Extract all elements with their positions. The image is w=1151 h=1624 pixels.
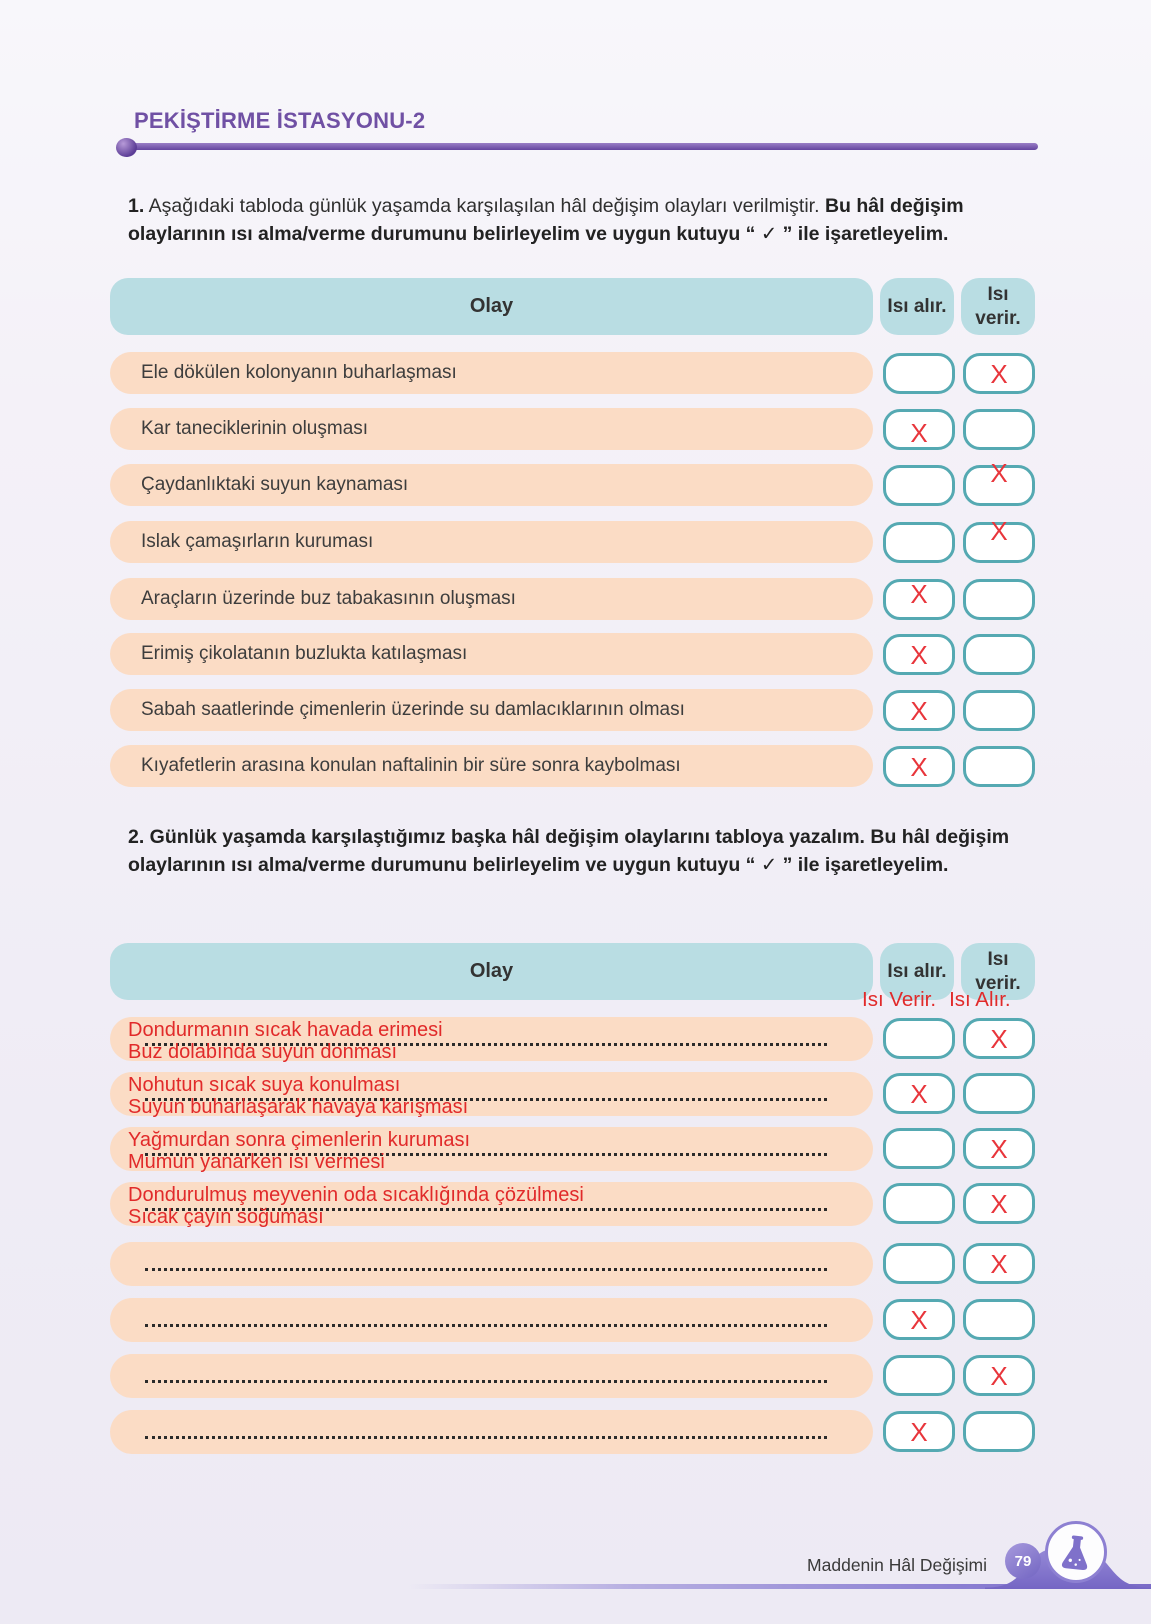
flask-badge <box>1045 1521 1107 1583</box>
dotted-line <box>145 1436 827 1439</box>
table-row <box>0 1242 1151 1286</box>
table-row <box>0 1182 1151 1226</box>
dotted-line <box>145 1324 827 1327</box>
event-label: Erimiş çikolatanın buzlukta katılaşması <box>141 643 468 664</box>
table1-header-heat-absorb: Isı alır. <box>880 278 954 335</box>
event-label: Sabah saatlerinde çimenlerin üzerinde su damlacıklarının olması <box>141 699 685 720</box>
heat-absorb-checkbox[interactable] <box>883 1355 955 1396</box>
heat-release-checkbox[interactable] <box>963 1183 1035 1224</box>
table-row <box>0 689 1151 733</box>
heat-release-checkbox[interactable] <box>963 1128 1035 1169</box>
event-bar <box>110 521 873 563</box>
page-number-badge: 79 <box>1005 1543 1041 1579</box>
event-bar <box>110 464 873 506</box>
handwritten-column-annotation <box>862 988 1092 1012</box>
table-row <box>0 1017 1151 1061</box>
x-mark: X <box>910 578 928 609</box>
heat-release-checkbox[interactable] <box>963 1018 1035 1059</box>
write-in-entry[interactable] <box>110 1127 873 1171</box>
write-in-entry[interactable] <box>110 1017 873 1061</box>
table-row <box>0 1127 1151 1171</box>
table2-header-heat-absorb: Isı alır. <box>880 943 954 1000</box>
x-mark: X <box>990 1133 1008 1164</box>
heat-absorb-checkbox[interactable] <box>883 465 955 506</box>
table-row <box>0 1410 1151 1454</box>
question-2-text: 2. Günlük yaşamda karşılaştığımız başka hâl değişim olaylarını tabloya yazalım. Bu hâl değişim olaylarının ısı alma/verme durumunu belirleyelim ve uygun kutuyu “ ✓ ” ile işaretleyelim. <box>128 825 1010 876</box>
written-entry-line-2: Buz dolabında suyun donması <box>128 1041 398 1063</box>
event-bar <box>110 408 873 450</box>
x-mark: X <box>990 457 1008 488</box>
question-1-number: 1. <box>128 194 145 217</box>
write-in-entry[interactable] <box>110 1298 873 1342</box>
event-bar <box>110 633 873 675</box>
x-mark: X <box>910 1078 928 1109</box>
x-mark: X <box>910 695 928 726</box>
x-mark: X <box>990 1023 1008 1054</box>
table2-header-event: Olay <box>110 943 873 1000</box>
heat-absorb-checkbox[interactable] <box>883 1411 955 1452</box>
heat-absorb-checkbox[interactable] <box>883 522 955 563</box>
heat-release-checkbox[interactable] <box>963 409 1035 450</box>
table-row <box>0 745 1151 789</box>
written-entry-line-2: Sıcak çayın soğuması <box>128 1206 324 1228</box>
table-row <box>0 408 1151 452</box>
x-mark: X <box>990 515 1008 546</box>
x-mark: X <box>910 751 928 782</box>
heat-release-checkbox[interactable] <box>963 1299 1035 1340</box>
table-row <box>0 515 1151 565</box>
write-in-entry[interactable] <box>110 1182 873 1226</box>
heat-release-checkbox[interactable] <box>963 1073 1035 1114</box>
event-label: Araçların üzerinde buz tabakasının oluşması <box>141 588 516 609</box>
heat-absorb-checkbox[interactable] <box>883 746 955 787</box>
event-bar <box>110 578 873 620</box>
x-mark: X <box>910 1304 928 1335</box>
heat-absorb-checkbox[interactable] <box>883 409 955 450</box>
heat-absorb-checkbox[interactable] <box>883 1128 955 1169</box>
heat-release-checkbox[interactable] <box>963 515 1035 563</box>
heat-release-checkbox[interactable] <box>963 457 1035 506</box>
heat-release-checkbox[interactable] <box>963 634 1035 675</box>
x-mark: X <box>910 639 928 670</box>
x-mark: X <box>910 1416 928 1447</box>
heat-absorb-checkbox[interactable] <box>883 579 955 620</box>
heat-release-checkbox[interactable] <box>963 353 1035 394</box>
heat-release-checkbox[interactable] <box>963 1355 1035 1396</box>
written-entry-line-2: Mumun yanarken ısı vermesi <box>128 1151 385 1173</box>
dotted-line <box>145 1380 827 1383</box>
chapter-label: Maddenin Hâl Değişimi <box>807 1555 987 1575</box>
write-in-entry[interactable] <box>110 1410 873 1454</box>
heat-absorb-checkbox[interactable] <box>883 690 955 731</box>
event-label: Çaydanlıktaki suyun kaynaması <box>141 474 409 495</box>
event-label: Kıyafetlerin arasına konulan naftalinin bir süre sonra kaybolması <box>141 755 681 776</box>
table-row <box>0 1354 1151 1398</box>
heat-absorb-checkbox[interactable] <box>883 1018 955 1059</box>
heat-absorb-checkbox[interactable] <box>883 1073 955 1114</box>
event-label: Islak çamaşırların kuruması <box>141 531 374 552</box>
written-entry-line-1: Dondurmanın sıcak havada erimesi <box>128 1019 443 1041</box>
event-label: Ele dökülen kolonyanın buharlaşması <box>141 362 457 383</box>
table-row <box>0 457 1151 508</box>
table-row <box>0 1298 1151 1342</box>
written-entry-line-2: Suyun buharlaşarak havaya karışması <box>128 1096 469 1118</box>
heat-release-checkbox[interactable] <box>963 579 1035 620</box>
event-label: Kar taneciklerinin oluşması <box>141 418 369 439</box>
table-row <box>0 1072 1151 1116</box>
heat-absorb-checkbox[interactable] <box>883 353 955 394</box>
table1-header-heat-release: Isı verir. <box>961 278 1035 335</box>
question-1-intro: Aşağıdaki tabloda günlük yaşamda karşılaşılan hâl değişim olayları verilmiştir. <box>144 194 825 217</box>
dotted-line <box>145 1268 827 1271</box>
page-title: PEKİŞTİRME İSTASYONU-2 <box>134 108 426 133</box>
flask-icon <box>1055 1531 1097 1573</box>
write-in-entry[interactable] <box>110 1072 873 1116</box>
title-rule-bullet <box>116 138 137 157</box>
table-row <box>0 633 1151 677</box>
written-entry-line-1: Dondurulmuş meyvenin oda sıcaklığında çözülmesi <box>128 1184 584 1206</box>
heat-release-checkbox[interactable] <box>963 690 1035 731</box>
event-bar <box>110 689 873 731</box>
x-mark: X <box>990 358 1008 389</box>
x-mark: X <box>990 1188 1008 1219</box>
write-in-entry[interactable] <box>110 1354 873 1398</box>
heat-absorb-checkbox[interactable] <box>883 1243 955 1284</box>
question-1-emphasis: Bu hâl değişim olaylarının ısı alma/verme durumunu belirleyelim ve uygun kutuyu “ ✓ ” ile işaretleyelim. <box>128 194 964 245</box>
table-row <box>0 352 1151 396</box>
heat-absorb-checkbox[interactable] <box>883 1299 955 1340</box>
question-1-text <box>128 192 1012 248</box>
event-bar <box>110 352 873 394</box>
annotation-left: Isı Verir. <box>862 988 937 1011</box>
heat-absorb-checkbox[interactable] <box>883 634 955 675</box>
table2-header-heat-release: Isı verir. <box>961 943 1035 1000</box>
written-entry-line-1: Yağmurdan sonra çimenlerin kuruması <box>128 1129 471 1151</box>
annotation-right: Isı Alır. <box>949 988 1011 1011</box>
heat-absorb-checkbox[interactable] <box>883 1183 955 1224</box>
table-row <box>0 578 1151 622</box>
table1-header-event: Olay <box>110 278 873 335</box>
event-bar <box>110 745 873 787</box>
x-mark: X <box>990 1248 1008 1279</box>
title-rule <box>128 143 1038 150</box>
x-mark: X <box>990 1360 1008 1391</box>
write-in-entry[interactable] <box>110 1242 873 1286</box>
x-mark: X <box>910 417 928 448</box>
written-entry-line-1: Nohutun sıcak suya konulması <box>128 1074 401 1096</box>
heat-release-checkbox[interactable] <box>963 1243 1035 1284</box>
heat-release-checkbox[interactable] <box>963 1411 1035 1452</box>
heat-release-checkbox[interactable] <box>963 746 1035 787</box>
